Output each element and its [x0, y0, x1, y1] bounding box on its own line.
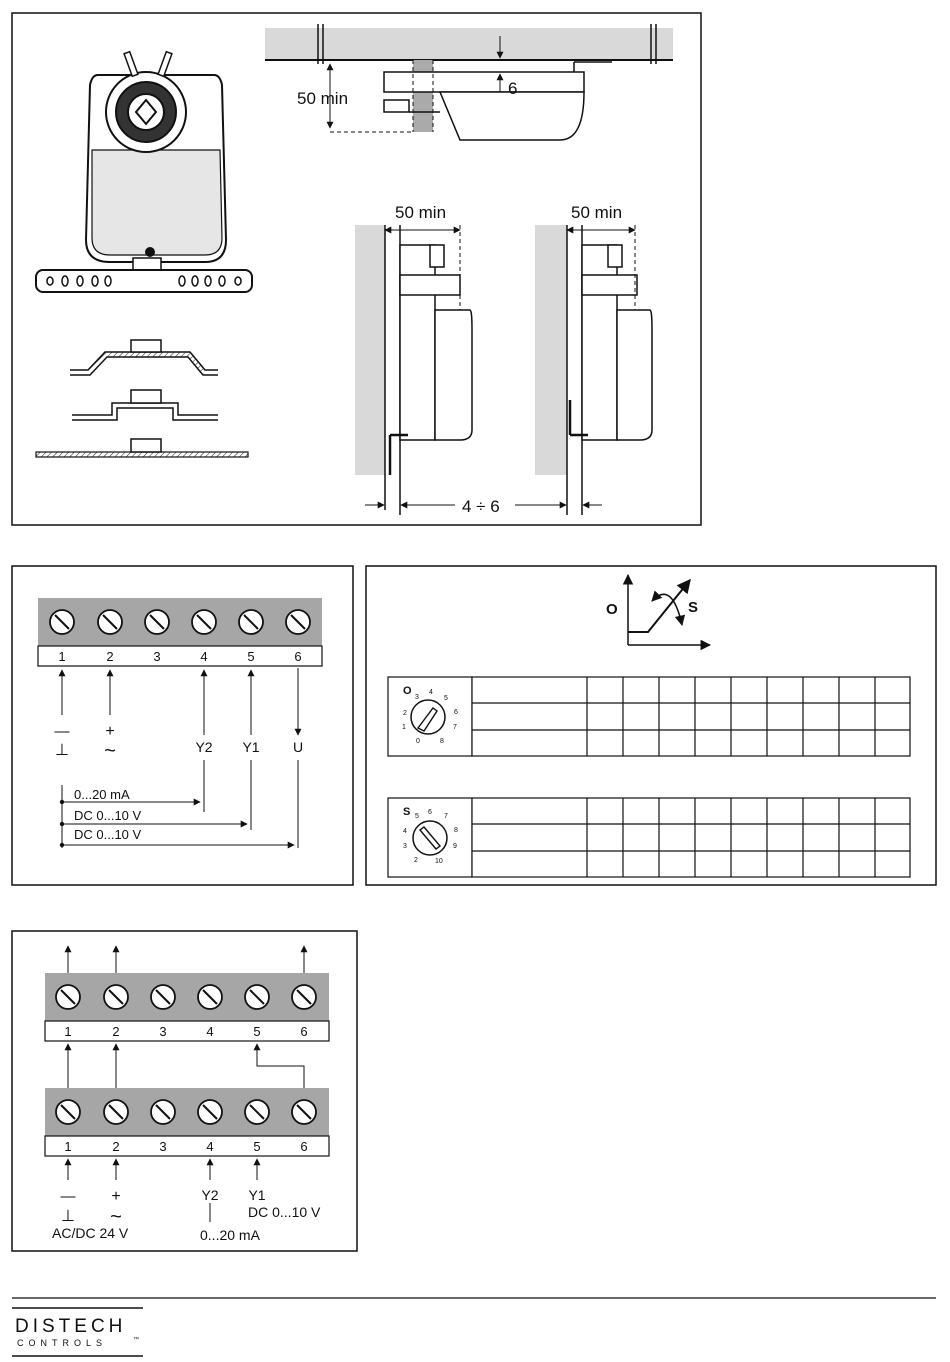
s-dial-mark-2: 2: [414, 857, 418, 864]
top-screw-5: [245, 985, 269, 1009]
o-setting-table: [388, 677, 910, 756]
s-dial-mark-7: 7: [444, 813, 448, 820]
signal-ma-label: 0...20 mA: [74, 787, 130, 802]
wiring-terminal-6: 6: [294, 649, 302, 664]
o-dial-icon: [411, 700, 445, 734]
wiring-terminal-3: 3: [153, 649, 161, 664]
wiring-terminal-4: 4: [200, 649, 208, 664]
top-screw-3: [151, 985, 175, 1009]
clearance-top-label: 50 min: [297, 89, 349, 108]
bottom-terminal-2: 2: [112, 1139, 120, 1154]
parallel-y1-label: Y1: [248, 1187, 266, 1203]
bottom-screw-1: [56, 1100, 80, 1124]
wiring-screw-1: [50, 610, 74, 634]
s-setting-table: [388, 798, 910, 877]
bottom-screw-3: [151, 1100, 175, 1124]
top-terminal-3: 3: [159, 1024, 167, 1039]
brand-name-line2: CONTROLS: [17, 1338, 108, 1348]
parallel-plus-label: +: [111, 1188, 121, 1205]
s-dial-mark-6: 6: [428, 809, 432, 816]
parallel-y2-label: Y2: [201, 1187, 219, 1203]
parallel-minus-label: —: [60, 1188, 76, 1205]
o-dial-mark-5: 5: [444, 695, 448, 702]
brand-trademark: ™: [133, 1337, 139, 1343]
o-dial-mark-0: 0: [416, 738, 420, 745]
o-dial-letter: O: [403, 685, 412, 697]
s-dial-mark-8: 8: [454, 827, 458, 834]
top-screw-6: [292, 985, 316, 1009]
bottom-terminal-3: 3: [159, 1139, 167, 1154]
top-screw-1: [56, 985, 80, 1009]
wiring-screw-2: [98, 610, 122, 634]
parallel-ground-symbol: ⊥: [61, 1208, 75, 1225]
bottom-terminal-1: 1: [64, 1139, 72, 1154]
o-dial-mark-6: 6: [454, 709, 458, 716]
o-dial-mark-3: 3: [415, 694, 419, 701]
top-terminal-4: 4: [206, 1024, 214, 1039]
parallel-supply-label: AC/DC 24 V: [52, 1225, 129, 1241]
top-screw-2: [104, 985, 128, 1009]
o-dial-mark-7: 7: [453, 724, 457, 731]
top-terminal-1: 1: [64, 1024, 72, 1039]
wiring-terminal-2: 2: [106, 649, 114, 664]
top-terminal-2: 2: [112, 1024, 120, 1039]
s-dial-mark-5: 5: [415, 813, 419, 820]
s-dial-mark-9: 9: [453, 843, 457, 850]
wiring-screw-5: [239, 610, 263, 634]
gap-top-label: 6: [508, 79, 518, 98]
gap-range-label: 4 ÷ 6: [462, 497, 500, 516]
parallel-wiring-panel: [12, 931, 357, 1251]
wiring-plus-label: +: [105, 723, 115, 740]
wiring-minus-label: —: [54, 723, 70, 740]
o-dial-mark-4: 4: [429, 689, 433, 696]
wiring-ground-symbol: ⊥: [55, 742, 69, 759]
wiring-terminal-1: 1: [58, 649, 66, 664]
top-terminal-block: [45, 973, 329, 1021]
wiring-ac-symbol: ~: [104, 740, 116, 762]
wiring-u-label: U: [292, 739, 304, 755]
top-screw-4: [198, 985, 222, 1009]
wiring-panel: [12, 566, 353, 885]
bottom-terminal-6: 6: [300, 1139, 308, 1154]
s-dial-mark-4: 4: [403, 828, 407, 835]
parallel-y2-signal: 0...20 mA: [200, 1227, 260, 1243]
wiring-screw-3: [145, 610, 169, 634]
signal-v1-label: DC 0...10 V: [74, 808, 142, 823]
wiring-y2-label: Y2: [195, 739, 213, 755]
o-dial-mark-8: 8: [440, 738, 444, 745]
s-dial-icon: [413, 821, 447, 855]
o-dial-mark-1: 1: [402, 724, 406, 731]
bottom-terminal-4: 4: [206, 1139, 214, 1154]
s-dial-mark-10: 10: [435, 858, 443, 865]
s-dial-letter: S: [403, 806, 411, 818]
o-dial-mark-2: 2: [403, 710, 407, 717]
parallel-ac-symbol: ~: [110, 1206, 122, 1228]
s-dial-mark-3: 3: [403, 843, 407, 850]
top-terminal-5: 5: [253, 1024, 261, 1039]
bottom-screw-2: [104, 1100, 128, 1124]
parallel-y1-signal: DC 0...10 V: [248, 1204, 321, 1220]
bottom-screw-6: [292, 1100, 316, 1124]
wiring-y1-label: Y1: [242, 739, 260, 755]
clearance-right-label: 50 min: [571, 203, 623, 222]
wiring-screw-4: [192, 610, 216, 634]
clearance-left-label: 50 min: [395, 203, 447, 222]
signal-v2-label: DC 0...10 V: [74, 827, 142, 842]
top-terminal-6: 6: [300, 1024, 308, 1039]
terminal-block: [38, 598, 322, 646]
brand-logo: [12, 1308, 143, 1356]
brand-name-line1: DISTECH: [15, 1316, 127, 1337]
bottom-terminal-block: [45, 1088, 329, 1136]
wiring-terminal-5: 5: [247, 649, 255, 664]
bottom-screw-4: [198, 1100, 222, 1124]
mounting-panel: [12, 13, 701, 525]
s-axis-label: S: [688, 599, 699, 616]
wiring-screw-6: [286, 610, 310, 634]
footer: [12, 1298, 936, 1356]
bottom-terminal-5: 5: [253, 1139, 261, 1154]
o-axis-label: O: [606, 601, 618, 618]
bottom-screw-5: [245, 1100, 269, 1124]
characteristic-panel: [366, 566, 936, 885]
